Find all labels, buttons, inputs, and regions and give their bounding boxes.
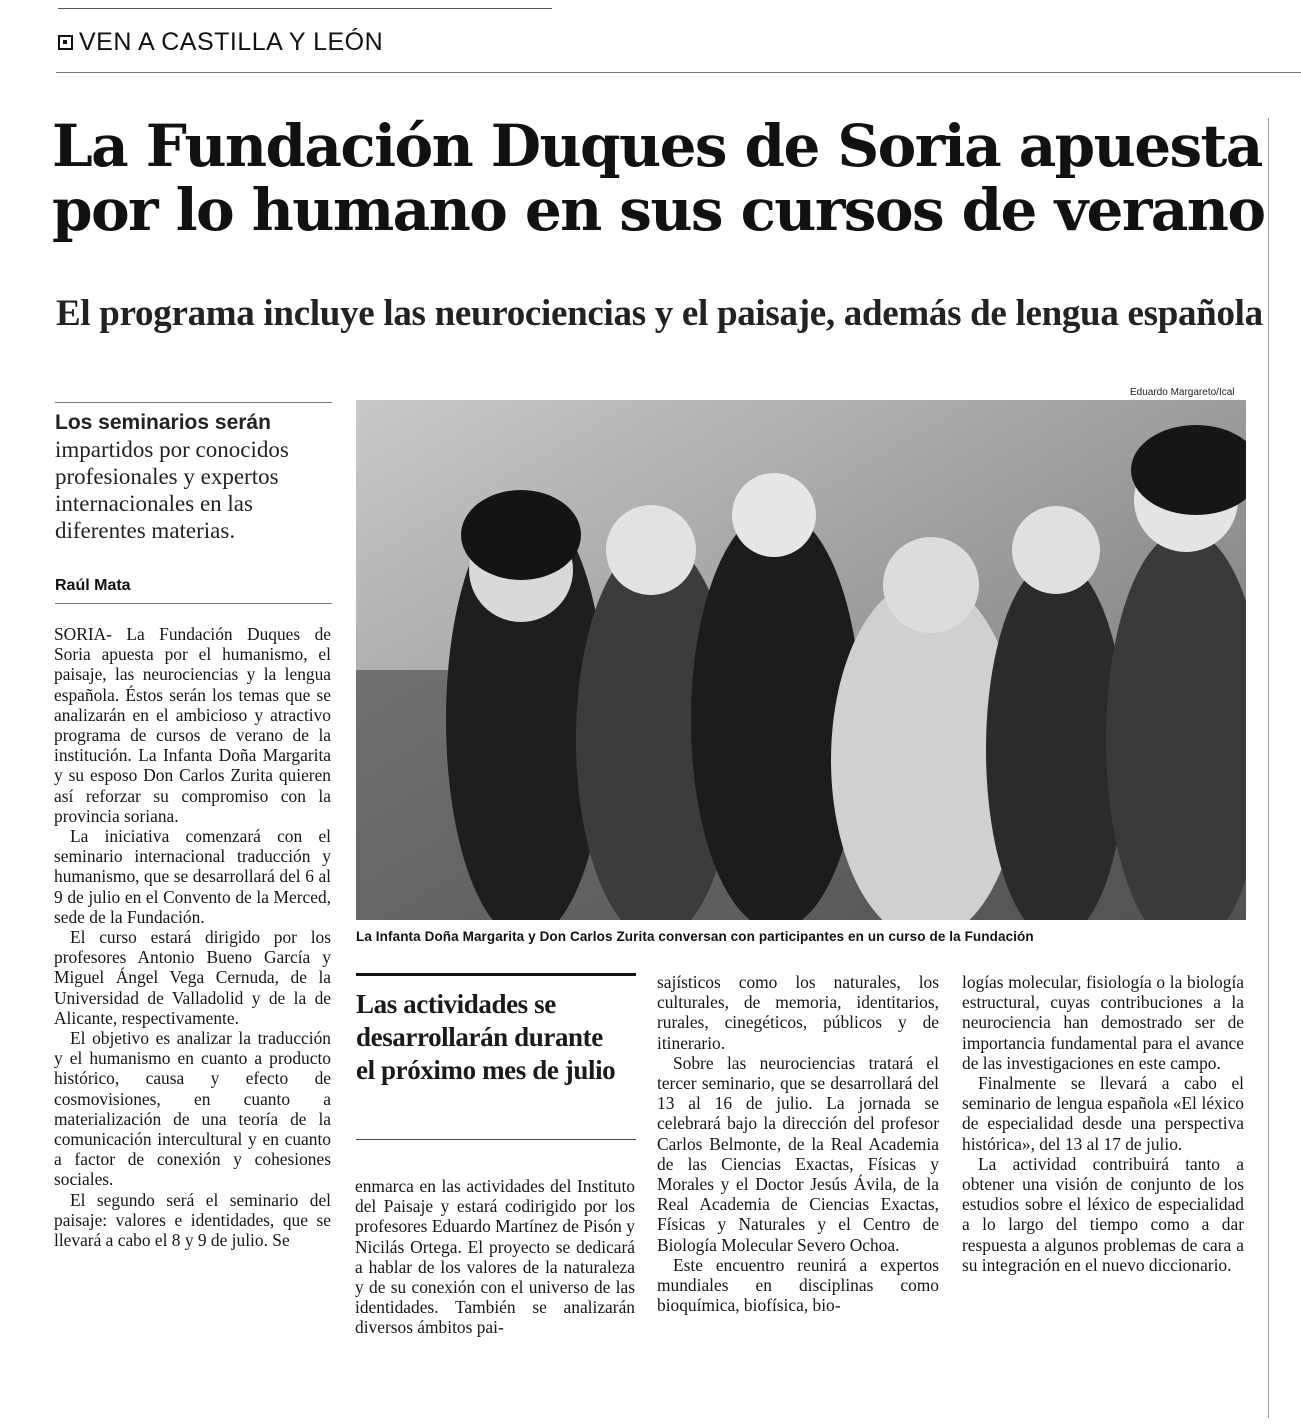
paragraph: El segundo será el seminario del paisaje: valores e identidades, que se llevará a cabo el 8 y 9 de julio. Se [54,1189,331,1251]
section-label-text: VEN A CASTILLA Y LEÓN [79,28,384,56]
intro-top-rule [55,402,332,403]
column-3 [657,972,939,1315]
top-rule [58,8,552,9]
byline-rule [55,603,332,604]
pull-quote: Las actividades se desarrollarán durante el próximo mes de julio [356,989,616,1085]
intro-blurb [55,408,337,544]
paragraph: Finalmente se llevará a cabo el seminario de lengua española «El léxico de especialidad desde una perspectiva histórica», del 13 al 17 de julio. [962,1073,1244,1154]
paragraph: El objetivo es analizar la traducción y el humanismo en cuanto a producto histórico, causa y efecto de cosmovisiones, en cuanto a materialización de una teoría de la comunicación intercultural y en cuanto a factor de conexión y cohesiones sociales. [54,1028,331,1190]
paragraph: enmarca en las actividades del Instituto del Paisaje y estará codirigido por los profesores Eduardo Martínez de Pisón y Nicilás Ortega. El proyecto se dedicará a hablar de los valores de la naturaleza y de su conexión con el universo de las identidades. También se analizarán diversos ámbitos pai- [355,1176,635,1338]
photo-credit: Eduardo Margareto/Ical [1130,387,1235,398]
paragraph: Este encuentro reunirá a expertos mundiales en disciplinas como bioquímica, biofísica, bio- [657,1254,939,1316]
intro-rest: impartidos por conocidos profesionales y expertos internacionales en las diferentes materias. [55,437,289,543]
subheadline: El programa incluye las neurociencias y el paisaje, además de lengua española [56,293,1263,334]
section-box-icon [58,35,73,50]
headline: La Fundación Duques de Soria apuesta por lo humano en sus cursos de verano [52,112,1265,244]
paragraph: El curso estará dirigido por los profesores Antonio Bueno García y Miguel Ángel Vega Cernuda, de la Universidad de Valladolid y de la de Alicante, respectivamente. [54,927,331,1028]
paragraph: SORIA- La Fundación Duques de Soria apuesta por el humanismo, el paisaje, las neurociencias y la lengua española. Éstos serán los temas que se analizarán en el ambicioso y atractivo programa de cursos de verano de la institución. La Infanta Doña Margarita y su esposo Don Carlos Zurita quieren así reforzar su compromiso con la provincia soriana. [54,624,331,826]
section-label [58,28,383,57]
intro-lead: Los seminarios serán [55,411,271,434]
paragraph: Sobre las neurociencias tratará el tercer seminario, que se desarrollará del 13 al 16 de julio. La jornada se celebrará bajo la dirección del profesor Carlos Belmonte, de la Real Academia de las Ciencias Exactas, Físicas y Morales y el Doctor Jesús Ávila, de la Real Academia de Ciencias Exactas, Físicas y Naturales y el Centro de Biología Molecular Severo Ochoa. [657,1052,939,1255]
column-4 [962,972,1244,1275]
header-rule [56,72,1301,73]
pull-quote-top-rule [356,973,636,976]
pull-quote-bottom-rule [356,1139,636,1140]
paragraph: La actividad contribuirá tanto a obtener una visión de conjunto de los estudios sobre el léxico de especialidad a lo largo del tiempo como a dar respuesta a algunos problemas de cara a su integración en el nuevo diccionario. [962,1153,1244,1275]
article-photo [356,400,1246,920]
photo-caption: La Infanta Doña Margarita y Don Carlos Zurita conversan con participantes en un curso de la Fundación [356,929,1034,944]
column-2 [355,1176,635,1338]
paragraph: sajísticos como los naturales, los culturales, de memoria, identitarios, rurales, cinegéticos, públicos y de itinerario. [657,972,939,1053]
byline: Raúl Mata [55,577,131,594]
paragraph: La iniciativa comenzará con el seminario internacional traducción y humanismo, que se desarrollará del 6 al 9 de julio en el Convento de la Merced, sede de la Fundación. [54,826,331,927]
column-1 [54,624,331,1250]
paragraph: logías molecular, fisiología o la biología estructural, cuyas contribuciones a la neurociencia han demostrado ser de importancia fundamental para el avance de las investigaciones en este campo. [962,972,1244,1073]
